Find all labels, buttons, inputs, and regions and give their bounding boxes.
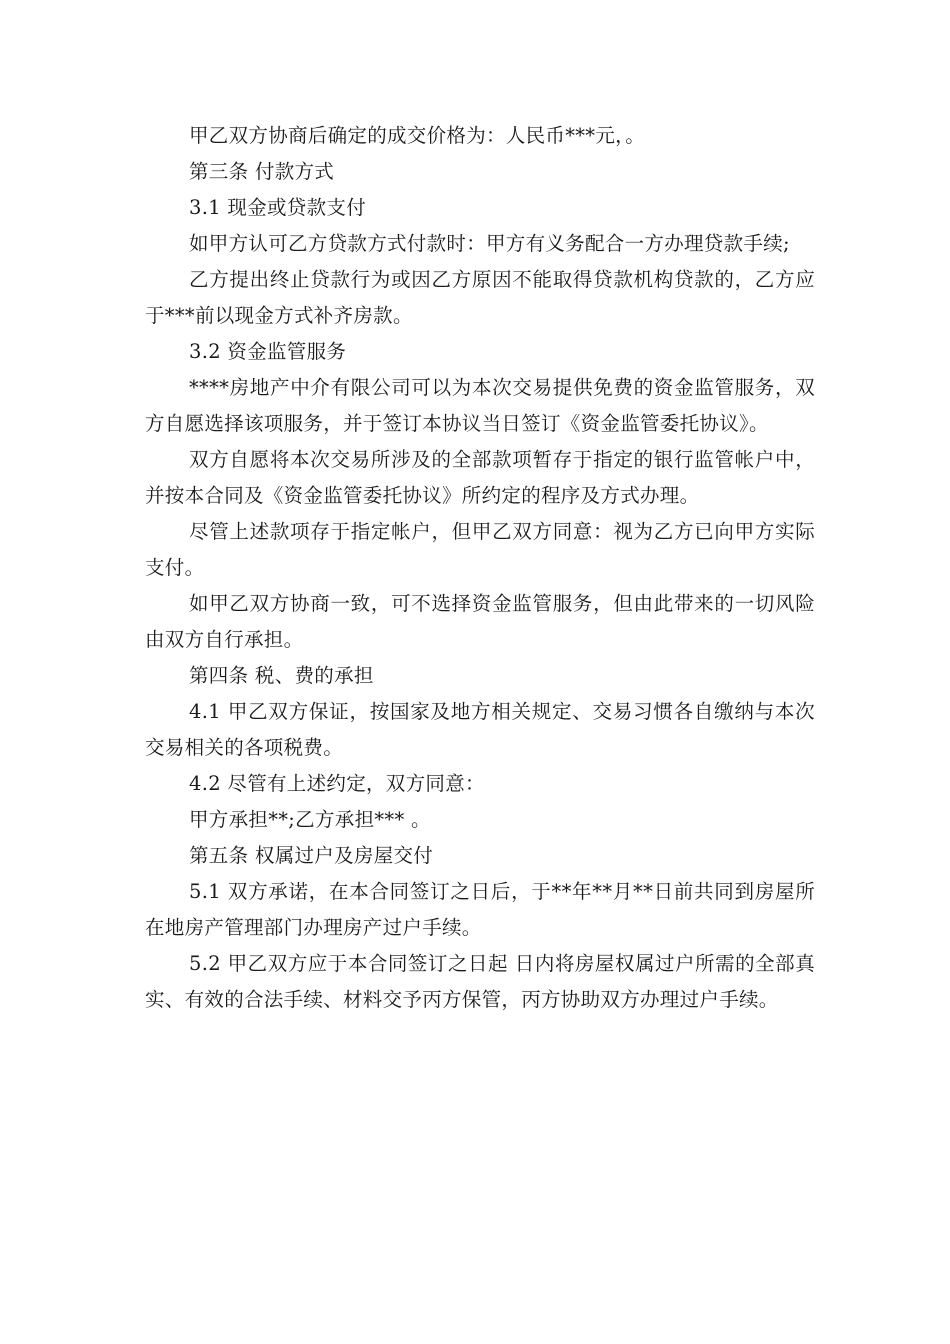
article-3-heading: 第三条 付款方式 [189,160,335,183]
clause-3-2-heading: 3.2 资金监管服务 [189,340,347,363]
article-5-heading: 第五条 权属过户及房屋交付 [189,844,434,867]
clause-4-2-paragraph: 4.2 尽管有上述约定，双方同意： [189,772,485,795]
clause-5-2-paragraph: 5.2 甲乙双方应于本合同签订之日起 日内将房屋权属过户所需的全部真实、有效的合法手续、材料交予丙方保管，丙方协助双方办理过户手续。 [145,952,815,1011]
escrow-service-paragraph: ****房地产中介有限公司可以为本次交易提供免费的资金监管服务，双方自愿选择该项服务，并于签订本协议当日签订《资金监管委托协议》。 [145,376,815,435]
loan-cooperation-paragraph: 如甲方认可乙方贷款方式付款时：甲方有义务配合一方办理贷款手续; [189,232,790,255]
tax-allocation-paragraph: 甲方承担**;乙方承担*** 。 [189,808,431,831]
opt-out-risk-paragraph: 如甲乙双方协商一致，可不选择资金监管服务，但由此带来的一切风险由双方自行承担。 [145,592,815,651]
escrow-account-paragraph: 双方自愿将本次交易所涉及的全部款项暂存于指定的银行监管帐户中，并按本合同及《资金监管委托协议》所约定的程序及方式办理。 [145,448,815,507]
loan-termination-paragraph: 乙方提出终止贷款行为或因乙方原因不能取得贷款机构贷款的，乙方应于***前以现金方式补齐房款。 [145,268,815,327]
clause-5-1-paragraph: 5.1 双方承诺，在本合同签订之日后，于**年**月**日前共同到房屋所在地房产管理部门办理房产过户手续。 [145,880,815,939]
clause-4-1-paragraph: 4.1 甲乙双方保证，按国家及地方相关规定、交易习惯各自缴纳与本次交易相关的各项税费。 [145,700,815,759]
clause-3-1-heading: 3.1 现金或贷款支付 [189,196,367,219]
article-4-heading: 第四条 税、费的承担 [189,664,374,687]
deemed-payment-paragraph: 尽管上述款项存于指定帐户，但甲乙双方同意：视为乙方已向甲方实际支付。 [145,520,815,579]
document-body [145,118,815,1018]
price-paragraph: 甲乙双方协商后确定的成交价格为：人民币***元，。 [189,124,646,147]
